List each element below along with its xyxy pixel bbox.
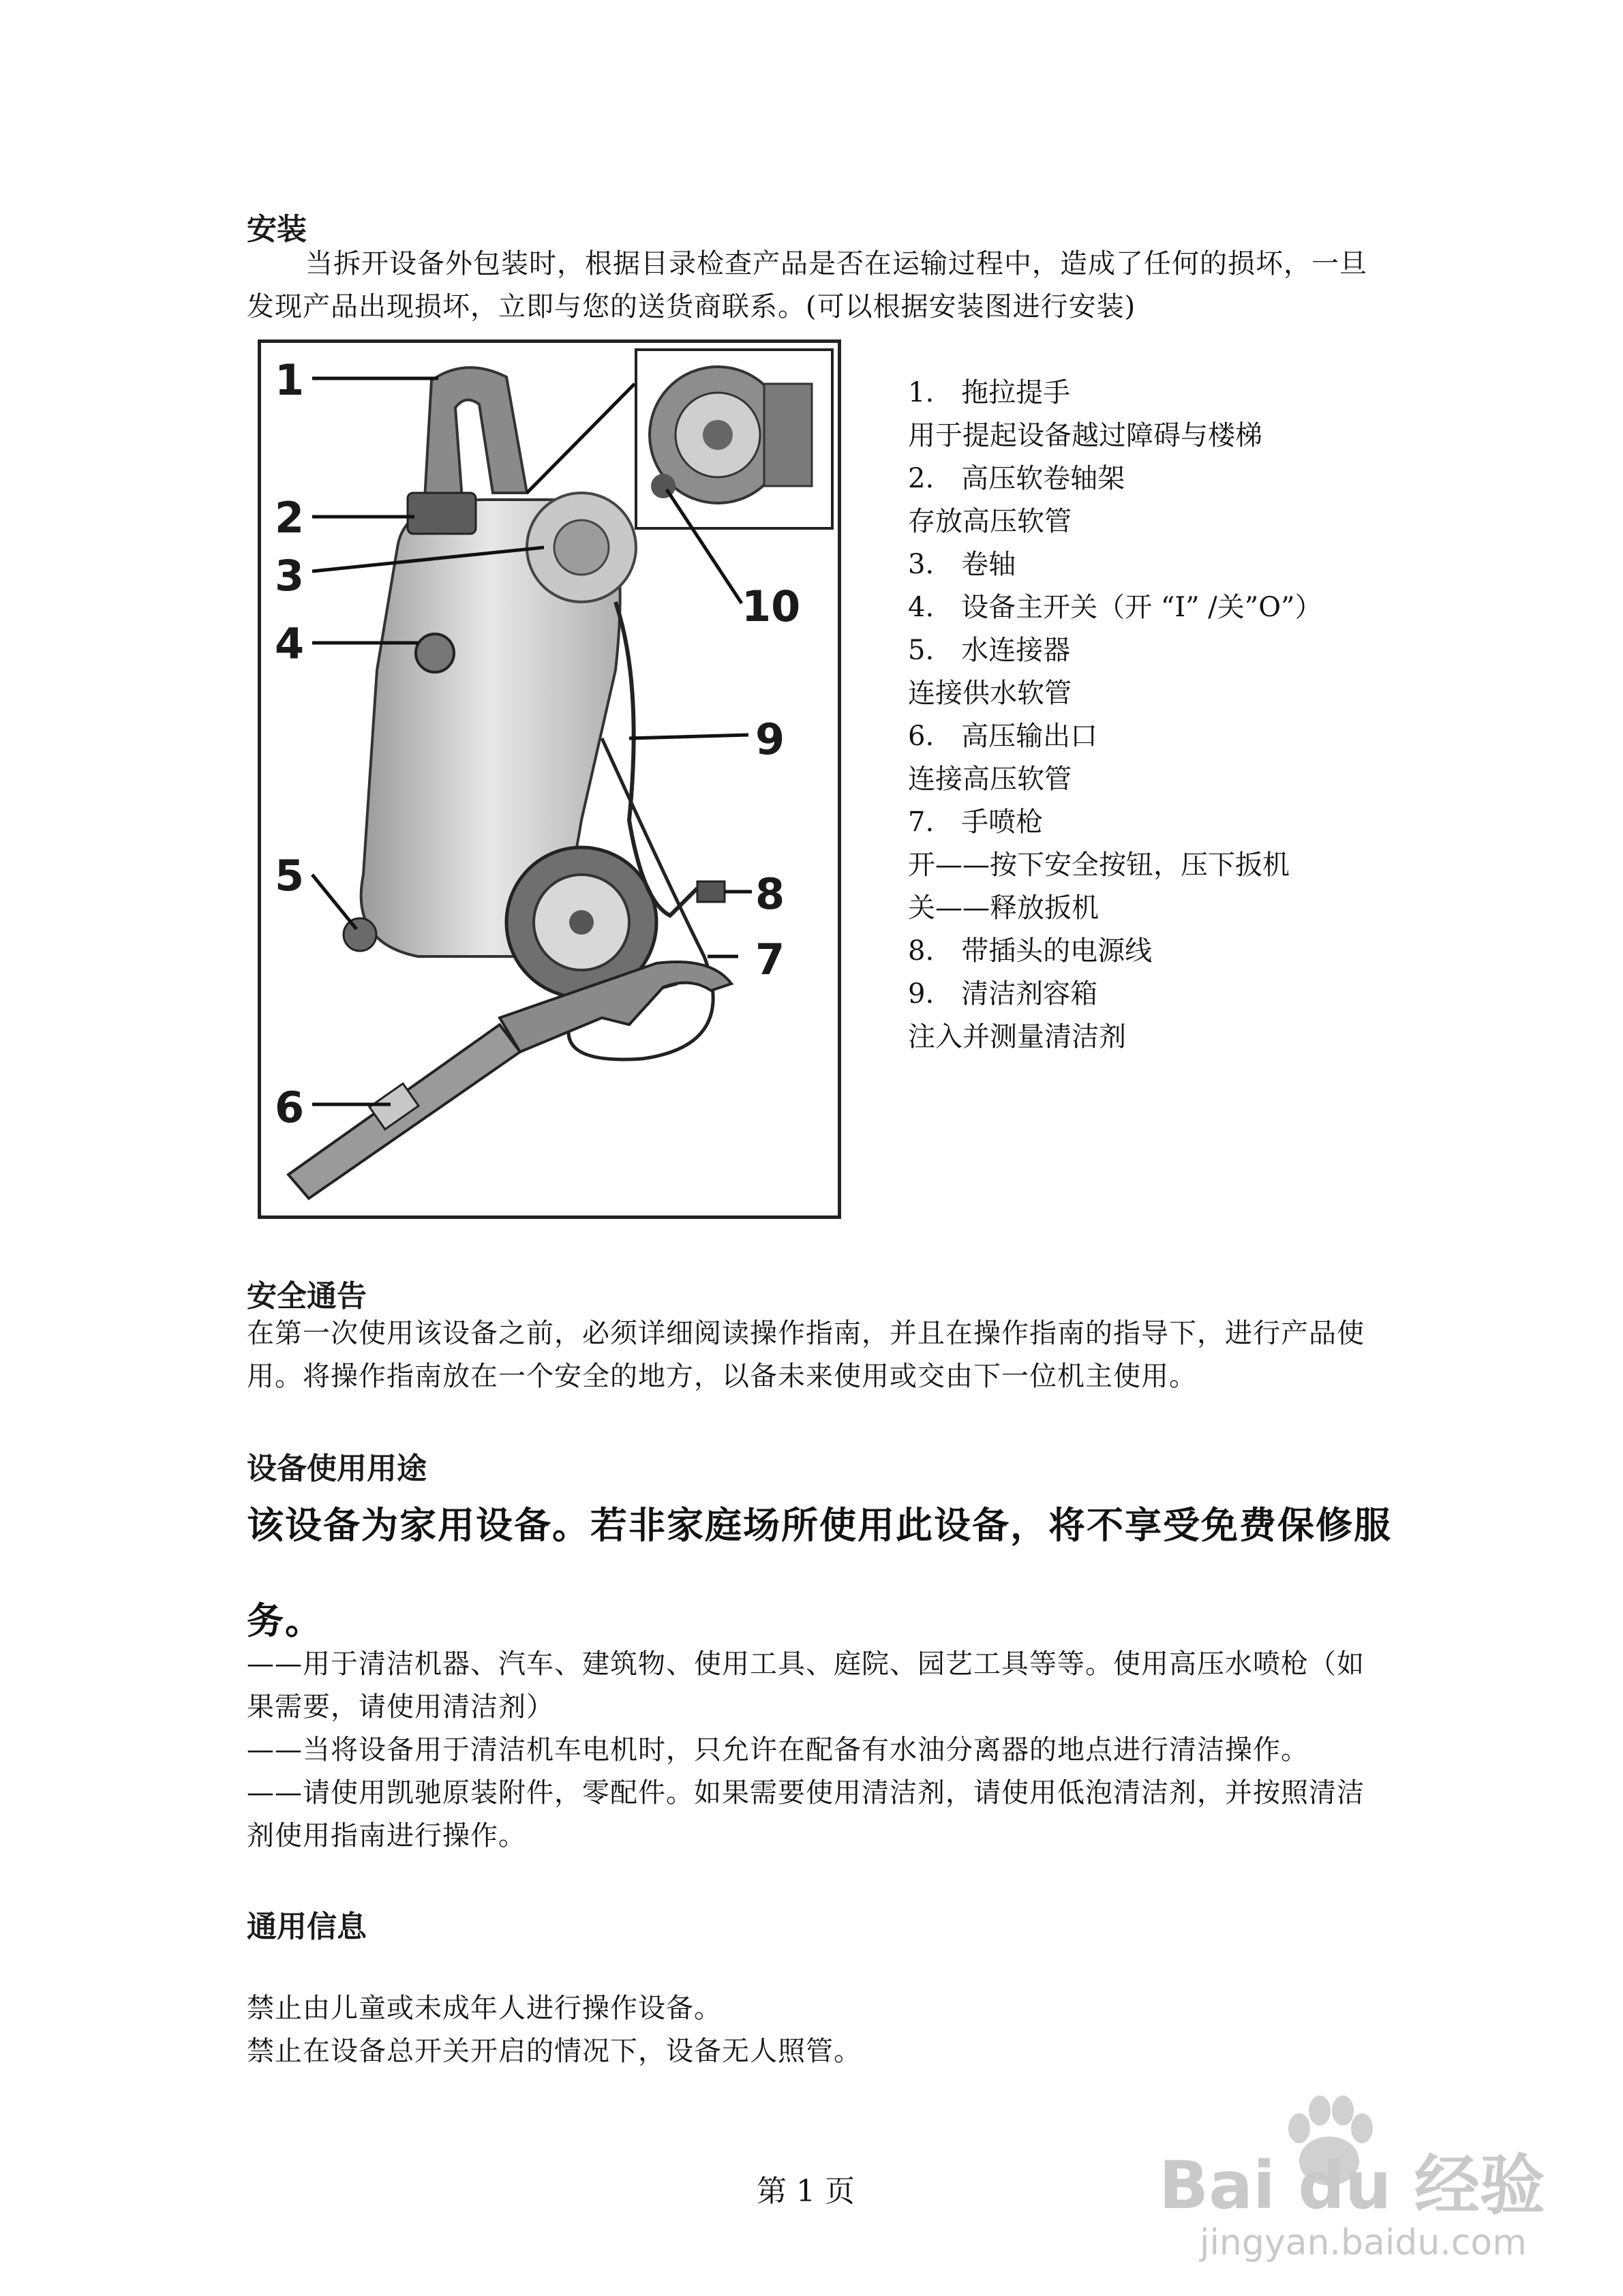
callout-7: 7 bbox=[755, 935, 785, 984]
general-list bbox=[247, 1987, 1392, 2073]
legend-line: 5. 水连接器 bbox=[908, 635, 1071, 666]
callout-8: 8 bbox=[755, 869, 785, 919]
legend-line: 1. 拖拉提手 bbox=[908, 377, 1071, 408]
callout-1: 1 bbox=[275, 355, 305, 405]
legend-line: 4. 设备主开关（开 “I” /关”O”） bbox=[908, 592, 1322, 623]
safety-heading: 安全通告 bbox=[247, 1279, 367, 1314]
callout-5: 5 bbox=[275, 851, 305, 901]
legend-line: 7. 手喷枪 bbox=[908, 806, 1044, 838]
legend-line: 用于提起设备越过障碍与楼梯 bbox=[908, 420, 1262, 451]
baidu-watermark bbox=[1159, 2086, 1609, 2277]
general-item: 禁止在设备总开关开启的情况下，设备无人照管。 bbox=[247, 2036, 862, 2067]
switch-shape bbox=[416, 634, 454, 672]
page-number: 第 1 页 bbox=[757, 2174, 855, 2209]
usage-heading: 设备使用用途 bbox=[247, 1451, 427, 1486]
usage-item: ——当将设备用于清洁机车电机时，只允许在配备有水油分离器的地点进行清洁操作。 bbox=[247, 1734, 1309, 1766]
general-item: 禁止由儿童或未成年人进行操作设备。 bbox=[247, 1993, 722, 2024]
pressure-washer-illustration bbox=[261, 343, 838, 1215]
usage-item: ——用于清洁机器、汽车、建筑物、使用工具、庭院、园艺工具等等。使用高压水喷枪（如果需要，请使用清洁剂） bbox=[247, 1648, 1365, 1723]
usage-emphasis: 该设备为家用设备。若非家庭场所使用此设备，将不享受免费保修服务。 bbox=[247, 1504, 1392, 1642]
legend-line: 存放高压软管 bbox=[908, 506, 1072, 537]
legend-line: 开——按下安全按钮，压下扳机 bbox=[908, 849, 1290, 881]
legend-line: 6. 高压输出口 bbox=[908, 721, 1098, 752]
legend-line: 2. 高压软卷轴架 bbox=[908, 463, 1125, 494]
callout-10: 10 bbox=[742, 581, 801, 631]
handle-shape bbox=[425, 367, 527, 500]
legend-line: 注入并测量清洁剂 bbox=[908, 1021, 1126, 1053]
legend-line: 3. 卷轴 bbox=[908, 549, 1016, 580]
callout-4: 4 bbox=[275, 619, 305, 669]
pressure-washer-figure bbox=[258, 339, 841, 1219]
general-heading: 通用信息 bbox=[247, 1909, 367, 1944]
legend-line: 9. 清洁剂容箱 bbox=[908, 978, 1098, 1010]
install-paragraph-line2: 发现产品出现损坏，立即与您的送货商联系。(可以根据安装图进行安装) bbox=[247, 291, 1136, 322]
usage-list bbox=[247, 1643, 1392, 1858]
legend-line: 关——释放扳机 bbox=[908, 892, 1099, 924]
install-heading: 安装 bbox=[247, 212, 307, 247]
callout-2: 2 bbox=[275, 493, 305, 543]
usage-item: ——请使用凯驰原装附件，零配件。如果需要使用清洁剂，请使用低泡清洁剂，并按照清洁剂使用指南进行操作。 bbox=[247, 1777, 1365, 1852]
hose-holder-shape bbox=[408, 493, 476, 534]
reel-inset bbox=[636, 350, 832, 528]
legend-line: 连接高压软管 bbox=[908, 764, 1072, 795]
callout-3: 3 bbox=[275, 551, 305, 601]
install-paragraph-line1: 当拆开设备外包装时，根据目录检查产品是否在运输过程中，造成了任何的损坏，一旦 bbox=[305, 248, 1367, 280]
watermark-url: jingyan.baidu.com bbox=[1200, 2222, 1527, 2263]
water-connector-shape bbox=[344, 918, 376, 951]
install-paragraph bbox=[247, 243, 1392, 329]
watermark-logo-text: Bai du 经验 bbox=[1159, 2147, 1545, 2224]
callout-9: 9 bbox=[755, 714, 785, 764]
parts-legend bbox=[908, 372, 1322, 1059]
safety-paragraph: 在第一次使用该设备之前，必须详细阅读操作指南，并且在操作指南的指导下，进行产品使用。将操作指南放在一个安全的地方，以备未来使用或交由下一位机主使用。 bbox=[247, 1318, 1365, 1392]
legend-line: 连接供水软管 bbox=[908, 678, 1072, 709]
callout-6: 6 bbox=[275, 1083, 305, 1132]
legend-line: 8. 带插头的电源线 bbox=[908, 935, 1153, 967]
